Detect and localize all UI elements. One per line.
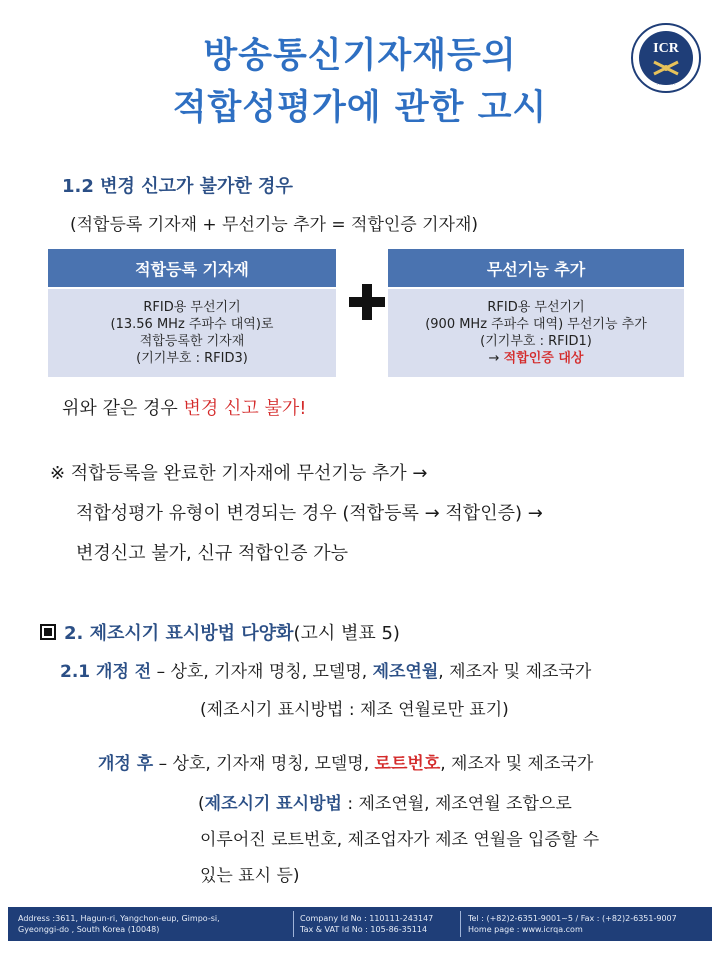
logo-text: ICR (653, 41, 679, 56)
plus-icon (349, 284, 385, 320)
left-box-header: 적합등록 기자재 (48, 249, 336, 287)
left-box-line: (기기부호 : RFID3) (136, 351, 248, 366)
left-box-body (48, 289, 336, 377)
before-text-b: , 제조자 및 제조국가 (438, 662, 592, 682)
before-revision-label: 2.1 개정 전 (60, 662, 152, 682)
conclusion-suffix: ! (299, 398, 307, 419)
footer-bar (8, 907, 712, 941)
left-box-line: 적합등록한 기자재 (139, 334, 245, 349)
right-box-line: (900 MHz 주파수 대역) 무선기능 추가 (425, 317, 647, 332)
before-text-a: – 상호, 기자재 명칭, 모델명, (151, 662, 373, 682)
after-revision-label: 개정 후 (98, 754, 154, 774)
footer-address (18, 913, 220, 935)
after-revision-line (98, 749, 593, 774)
icr-logo (630, 22, 702, 94)
footer-company (300, 913, 433, 935)
footer-address-line: Address :3611, Hagun-ri, Yangchon-eup, Gimpo-si, (18, 914, 220, 923)
section-2-heading-bold: 2. 제조시기 표시방법 다양화 (64, 623, 294, 644)
left-box-line: (13.56 MHz 주파수 대역)로 (110, 317, 274, 332)
page-title-line1: 방송통신기자재등의 (203, 36, 517, 76)
arrow-prefix: → (488, 351, 504, 366)
section-heading-2 (40, 619, 400, 645)
right-box-header: 무선기능 추가 (388, 249, 684, 287)
right-box-line: RFID용 무선기기 (487, 300, 585, 315)
footer-divider (293, 911, 294, 937)
before-revision-line (60, 657, 591, 682)
left-box-line: RFID용 무선기기 (143, 300, 241, 315)
after-highlight: 로트번호 (374, 754, 441, 774)
footer-divider (460, 911, 461, 937)
right-box-arrow-line (489, 350, 584, 367)
after-note-open: ( (198, 794, 205, 814)
footer-company-line: Company Id No : 110111-243147 (300, 914, 434, 923)
section-2-heading-normal: (고시 별표 5) (293, 623, 400, 644)
certification-target-text: 적합인증 대상 (503, 351, 584, 366)
note-line-2: 적합성평가 유형이 변경되는 경우 (적합등록 → 적합인증) → (76, 503, 543, 524)
section-bullet-icon (40, 624, 56, 640)
right-box-body (388, 289, 684, 377)
before-highlight: 제조연월 (372, 662, 439, 682)
page-title-line2: 적합성평가에 관한 고시 (172, 88, 548, 128)
after-note-rest: : 제조연월, 제조연월 조합으로 (341, 794, 572, 814)
formula-text: (적합등록 기자재 + 무선기능 추가 = 적합인증 기자재) (70, 215, 479, 235)
footer-address-line: Gyeonggi-do , South Korea (10048) (18, 925, 160, 934)
footer-contact (468, 913, 677, 935)
right-box-line: (기기부호 : RFID1) (480, 334, 592, 349)
footer-company-line: Tax & VAT Id No : 105-86-35114 (300, 925, 428, 934)
section-heading-1-2: 1.2 변경 신고가 불가한 경우 (62, 176, 293, 197)
after-note-line-3: 있는 표시 등) (200, 866, 300, 886)
after-text-a: – 상호, 기자재 명칭, 모델명, (153, 754, 375, 774)
after-note-line-1 (198, 789, 572, 814)
conclusion-line (62, 394, 307, 420)
before-revision-note: (제조시기 표시방법 : 제조 연월로만 표기) (200, 700, 509, 720)
conclusion-prefix: 위와 같은 경우 (62, 398, 184, 419)
after-text-b: , 제조자 및 제조국가 (440, 754, 594, 774)
footer-contact-line: Tel : (+82)2-6351-9001~5 / Fax : (+82)2-6351-9007 (468, 914, 677, 923)
after-note-bold: 제조시기 표시방법 (204, 794, 342, 814)
conclusion-highlight: 변경 신고 불가 (183, 398, 300, 419)
note-line-1: ※ 적합등록을 완료한 기자재에 무선기능 추가 → (50, 463, 428, 484)
svg-text:· · · · · · · ·: · · · · · · · · (656, 82, 676, 87)
note-line-3: 변경신고 불가, 신규 적합인증 가능 (76, 543, 349, 564)
after-note-line-2: 이루어진 로트번호, 제조업자가 제조 연월을 입증할 수 (200, 830, 600, 850)
footer-contact-line: Home page : www.icrqa.com (468, 925, 583, 934)
